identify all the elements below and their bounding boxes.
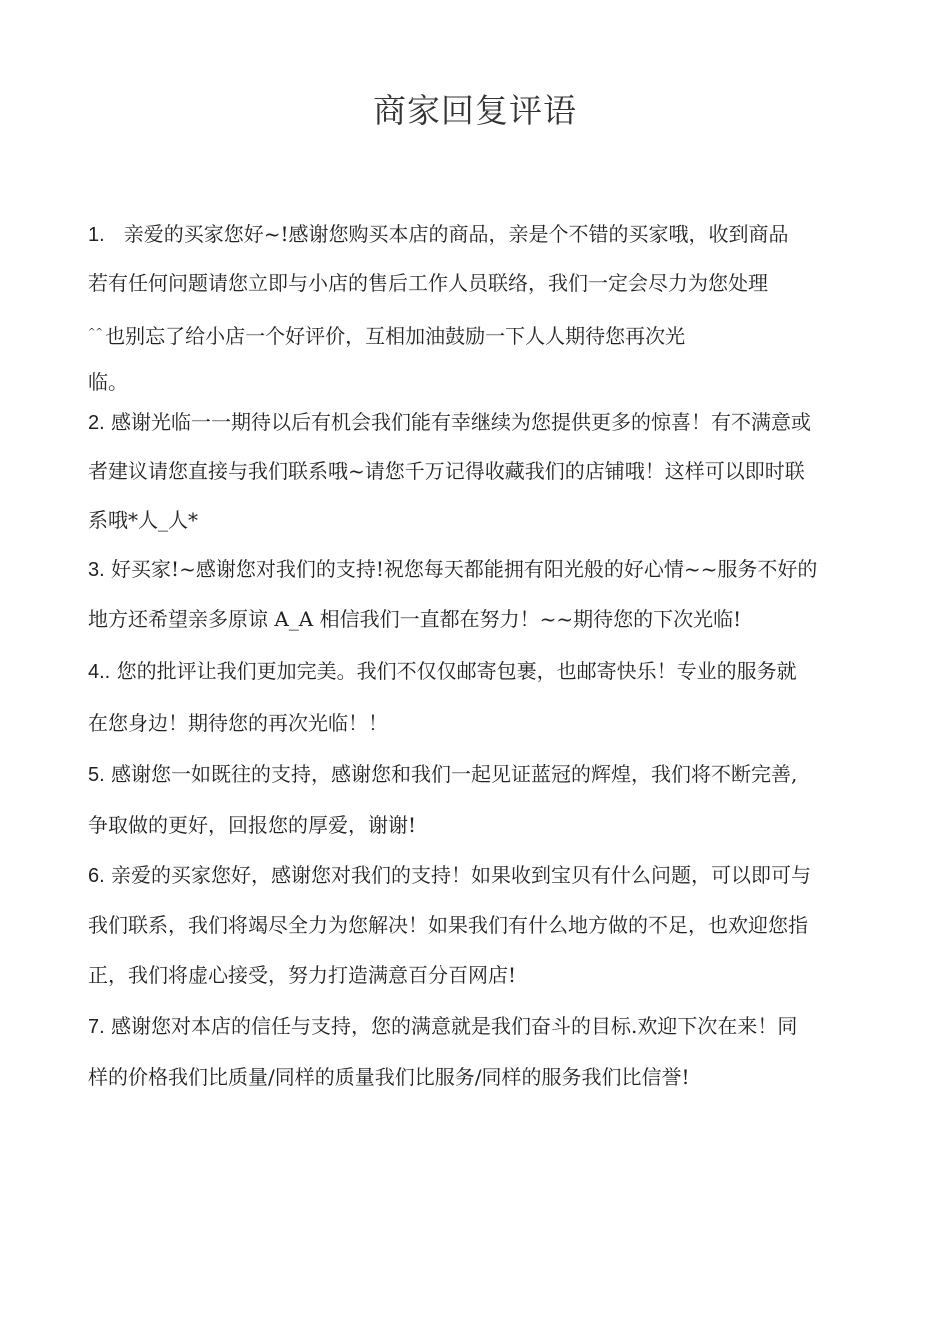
item-3-line-1 <box>88 556 817 583</box>
item-7-text-line-1: 感谢您对本店的信任与支持，您的满意就是我们奋斗的目标.欢迎下次在来！同 <box>111 1014 798 1038</box>
item-5-text-line-2: 争取做的更好，回报您的厚爱，谢谢! <box>88 813 417 837</box>
item-1-line-3 <box>88 320 685 349</box>
item-5-line-2 <box>88 812 416 838</box>
item-5-line-1 <box>88 761 797 788</box>
item-4-line-2 <box>88 710 388 736</box>
item-6-text-line-1: 亲爱的买家您好，感谢您对我们的支持！如果收到宝贝有什么问题，可以即可与 <box>111 863 812 887</box>
item-1-text-line-1: 亲爱的买家您好~!感谢您购买本店的商品，亲是个不错的买家哦，收到商品 <box>123 222 789 246</box>
item-6-text-line-2: 我们联系，我们将竭尽全力为您解决！如果我们有什么地方做的不足，也欢迎您指 <box>88 913 808 937</box>
item-4-line-1 <box>88 658 797 685</box>
item-6-line-3 <box>88 962 516 988</box>
item-5-text-line-1: 感谢您一如既往的支持，感谢您和我们一起见证蓝冠的辉煌，我们将不断完善, <box>111 762 798 786</box>
item-1-text-line-2: 若有任何问题请您立即与小店的售后工作人员联络，我们一定会尽力为您处理 <box>88 271 768 295</box>
item-7-line-1 <box>88 1013 797 1040</box>
item-7-number: 7. <box>88 1016 105 1038</box>
item-2-number: 2. <box>88 412 105 434</box>
item-1-number: 1. <box>88 224 105 246</box>
item-1-text-line-3: 也别忘了给小店一个好评价，互相加油鼓励一下人人期待您再次光 <box>105 324 686 348</box>
item-3-text-line-2: 地方还希望亲多原谅 A_A 相信我们一直都在努力！~~期待您的下次光临! <box>88 607 742 631</box>
item-2-line-3 <box>88 507 198 533</box>
item-1-line-1 <box>88 221 789 248</box>
item-1-text-line-4: 临。 <box>88 370 128 394</box>
item-2-text-line-1: 感谢光临一一期待以后有机会我们能有幸继续为您提供更多的惊喜！有不满意或 <box>111 410 812 434</box>
item-1-line-4 <box>88 369 128 395</box>
item-2-line-2 <box>88 458 805 484</box>
item-3-text-line-1: 好买家!~感谢您对我们的支持!祝您每天都能拥有阳光般的好心情~~服务不好的 <box>111 557 818 581</box>
item-5-number: 5. <box>88 764 105 786</box>
item-1-line-2 <box>88 270 768 296</box>
item-7-line-2 <box>88 1064 690 1090</box>
item-4-number: 4.. <box>88 661 111 683</box>
item-6-line-1 <box>88 862 811 889</box>
item-6-number: 6. <box>88 865 105 887</box>
item-2-line-1 <box>88 409 811 436</box>
item-4-text-line-2: 在您身边！期待您的再次光临！！ <box>88 711 388 735</box>
item-3-line-2 <box>88 606 741 632</box>
item-2-text-line-3: 系哦*人_人* <box>88 508 198 532</box>
item-3-number: 3. <box>88 559 105 581</box>
item-1-sup-mark: ^^ <box>88 328 104 338</box>
item-6-text-line-3: 正，我们将虚心接受，努力打造满意百分百网店! <box>88 963 517 987</box>
document-title: 商家回复评语 <box>373 91 577 130</box>
item-7-text-line-2: 样的价格我们比质量/同样的质量我们比服务/同样的服务我们比信誉! <box>88 1065 690 1089</box>
item-4-text-line-1: 您的批评让我们更加完美。我们不仅仅邮寄包裹，也邮寄快乐！专业的服务就 <box>116 659 797 683</box>
item-2-text-line-2: 者建议请您直接与我们联系哦~请您千万记得收藏我们的店铺哦！这样可以即时联 <box>88 459 805 483</box>
item-6-line-2 <box>88 912 808 938</box>
